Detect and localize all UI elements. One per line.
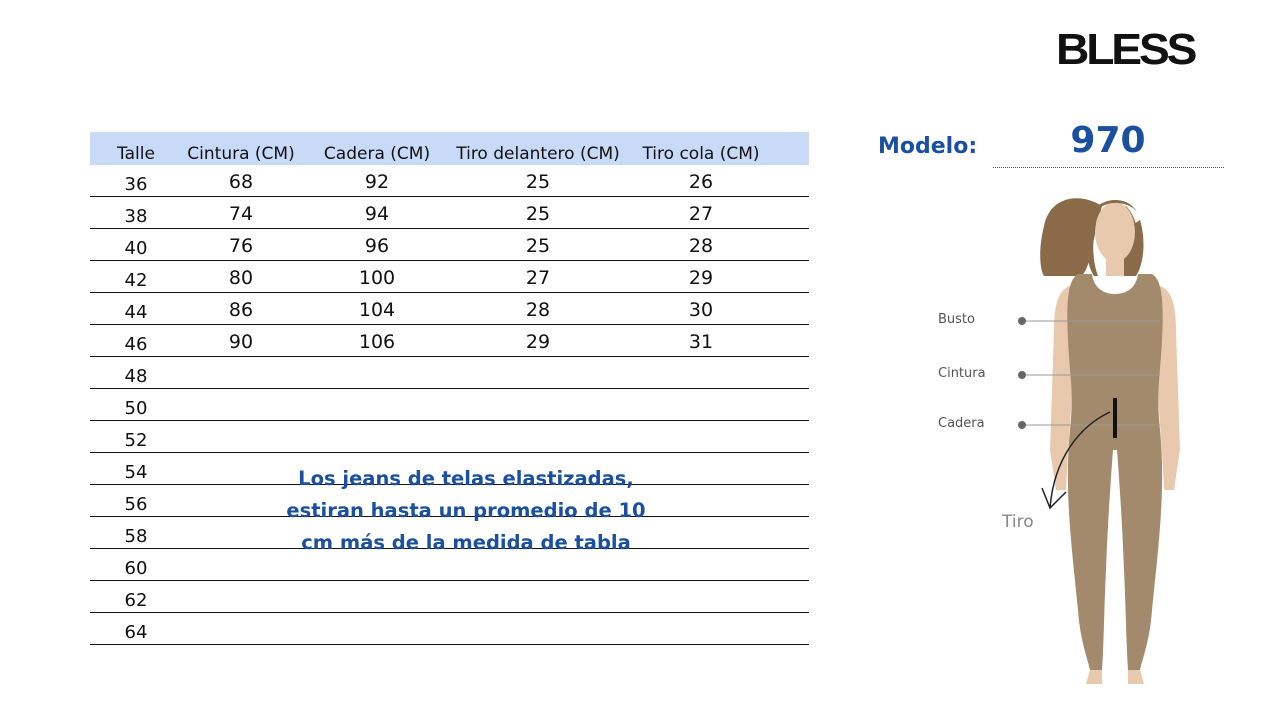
cell-tiro-delantero: 25	[525, 235, 551, 257]
table-body	[90, 165, 809, 645]
cell-tiro-cola	[622, 389, 780, 420]
table-row	[90, 581, 809, 613]
busto-marker	[1018, 317, 1026, 325]
header-cadera: Cadera (CM)	[323, 144, 431, 164]
cell-cintura: 90	[228, 331, 254, 353]
header-cintura: Cintura (CM)	[187, 144, 295, 164]
cell-cintura: 86	[228, 299, 254, 321]
cell-talle: 64	[124, 622, 148, 643]
cell-tiro-cola	[622, 357, 780, 388]
model-underline	[993, 167, 1224, 168]
cell-tiro-cola: 29	[688, 267, 714, 289]
label-cintura: Cintura	[938, 366, 986, 381]
cell-cadera	[300, 357, 454, 388]
cell-cadera	[300, 421, 454, 452]
cell-cintura: 68	[228, 171, 254, 193]
cell-tiro-delantero	[454, 421, 622, 452]
cadera-marker	[1018, 421, 1026, 429]
cell-tiro-cola	[622, 613, 780, 644]
label-tiro: Tiro	[1002, 512, 1034, 532]
header-tiro-delantero: Tiro delantero (CM)	[456, 144, 620, 164]
cell-cintura: 74	[228, 203, 254, 225]
cell-tiro-cola: 28	[688, 235, 714, 257]
table-row	[90, 229, 809, 261]
cell-talle: 38	[124, 206, 148, 227]
cell-cintura	[182, 357, 300, 388]
head-shape	[1095, 202, 1135, 262]
brand-logo: BLESS	[1056, 25, 1195, 74]
table-row	[90, 357, 809, 389]
cell-talle: 40	[124, 238, 148, 259]
size-table	[90, 132, 809, 645]
cell-tiro-cola: 31	[688, 331, 714, 353]
cell-cintura	[182, 581, 300, 612]
cell-cintura	[182, 389, 300, 420]
note-line-2: estiran hasta un promedio de 10	[286, 499, 646, 522]
cell-cadera	[300, 389, 454, 420]
cell-tiro-delantero	[454, 581, 622, 612]
cell-talle: 48	[124, 366, 148, 387]
cell-cadera	[300, 613, 454, 644]
cell-cadera: 92	[364, 171, 390, 193]
stretch-note	[238, 463, 694, 559]
cell-tiro-delantero: 25	[525, 203, 551, 225]
table-row	[90, 325, 809, 357]
table-row	[90, 389, 809, 421]
cell-cadera	[300, 581, 454, 612]
cell-talle: 36	[124, 174, 148, 195]
cell-talle: 60	[124, 558, 148, 579]
cell-tiro-cola: 30	[688, 299, 714, 321]
cell-talle: 56	[124, 494, 148, 515]
header-talle: Talle	[117, 144, 155, 164]
cell-cintura	[182, 421, 300, 452]
cell-talle: 54	[124, 462, 148, 483]
header-tiro-cola: Tiro cola (CM)	[642, 144, 760, 164]
cell-talle: 44	[124, 302, 148, 323]
cell-tiro-delantero	[454, 357, 622, 388]
cintura-marker	[1018, 371, 1026, 379]
cell-tiro-delantero: 27	[525, 267, 551, 289]
model-label: Modelo:	[878, 134, 978, 159]
model-number: 970	[1070, 120, 1146, 161]
note-line-3: cm más de la medida de tabla	[301, 531, 631, 554]
cell-cadera: 100	[358, 267, 396, 289]
cell-cadera: 94	[364, 203, 390, 225]
woman-silhouette	[930, 190, 1190, 695]
cell-tiro-cola: 26	[688, 171, 714, 193]
table-row	[90, 293, 809, 325]
table-row	[90, 613, 809, 645]
table-header	[90, 132, 809, 165]
cell-cintura: 76	[228, 235, 254, 257]
cell-cadera: 106	[358, 331, 396, 353]
table-row	[90, 421, 809, 453]
label-cadera: Cadera	[938, 416, 985, 431]
cell-talle: 52	[124, 430, 148, 451]
cell-tiro-delantero: 29	[525, 331, 551, 353]
note-line-1: Los jeans de telas elastizadas,	[298, 467, 634, 490]
cell-cintura: 80	[228, 267, 254, 289]
table-row	[90, 165, 809, 197]
cell-talle: 42	[124, 270, 148, 291]
cell-cadera: 96	[364, 235, 390, 257]
cell-cintura	[182, 613, 300, 644]
label-busto: Busto	[938, 312, 975, 327]
table-row	[90, 197, 809, 229]
body-measure-figure	[930, 190, 1190, 695]
cell-cadera: 104	[358, 299, 396, 321]
cell-talle: 46	[124, 334, 148, 355]
bodysuit-shape	[1067, 274, 1162, 670]
cell-tiro-cola	[622, 421, 780, 452]
cell-tiro-delantero	[454, 389, 622, 420]
cell-tiro-cola	[622, 581, 780, 612]
cell-tiro-delantero: 28	[525, 299, 551, 321]
cell-talle: 58	[124, 526, 148, 547]
cell-talle: 62	[124, 590, 148, 611]
cell-tiro-delantero: 25	[525, 171, 551, 193]
cell-tiro-cola: 27	[688, 203, 714, 225]
cell-talle: 50	[124, 398, 148, 419]
cell-tiro-delantero	[454, 613, 622, 644]
table-row	[90, 261, 809, 293]
